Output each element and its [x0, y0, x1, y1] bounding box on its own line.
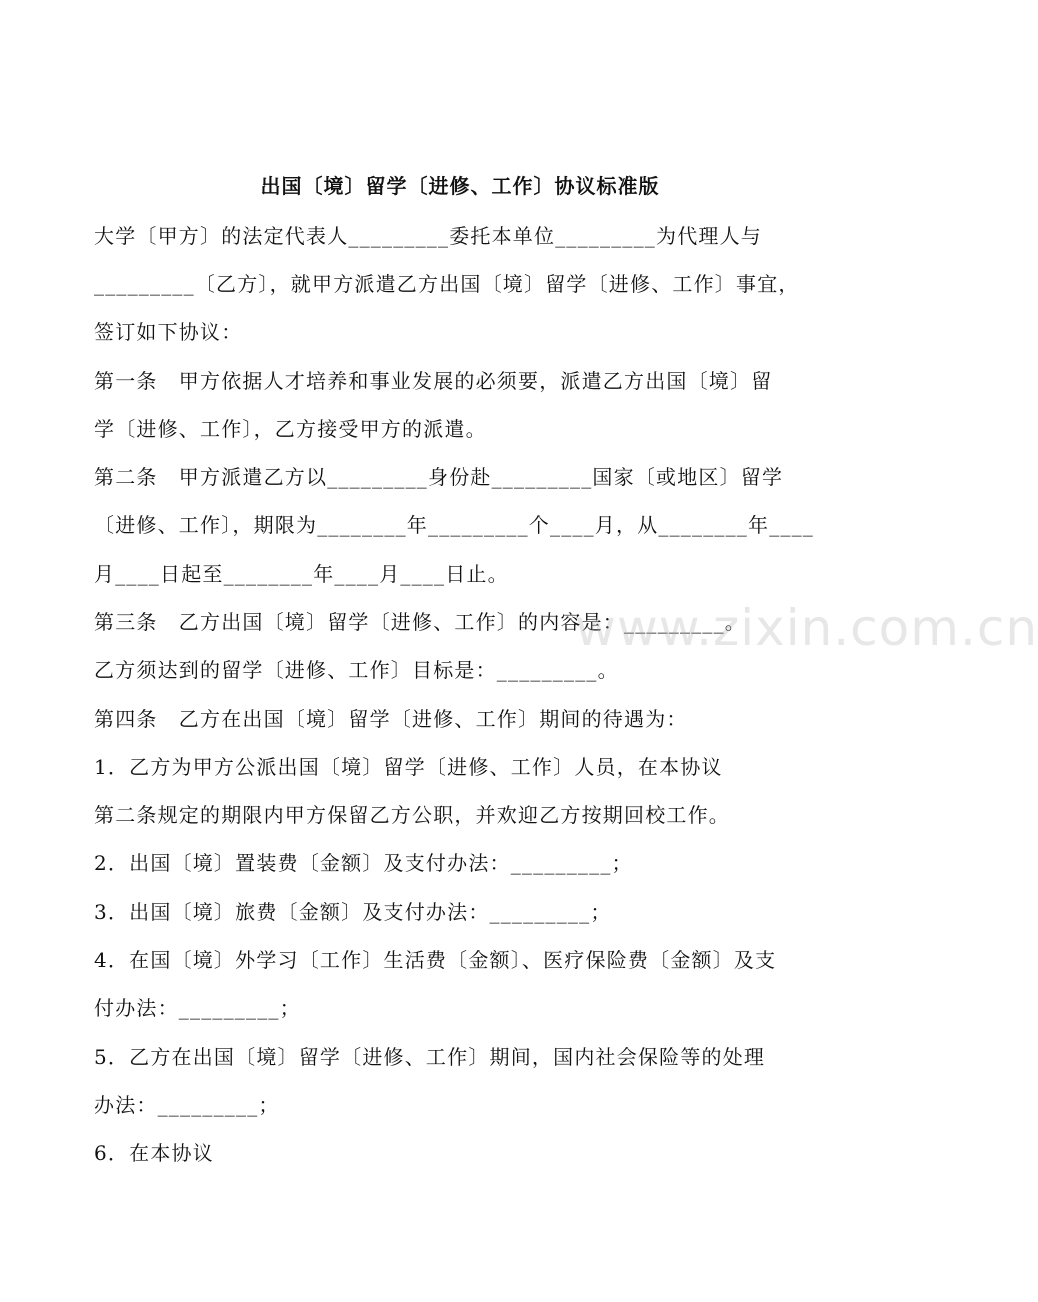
- text-line-11: 第四条 乙方在出国〔境〕留学〔进修、工作〕期间的待遇为：: [94, 707, 688, 731]
- text-line-9: 第三条 乙方出国〔境〕留学〔进修、工作〕的内容是：_________。: [94, 610, 746, 634]
- text-line-8: 月____日起至________年____月____日止。: [94, 562, 509, 586]
- text-line-18: 5．乙方在出国〔境〕留学〔进修、工作〕期间，国内社会保险等的处理: [94, 1045, 766, 1069]
- text-line-3: 签订如下协议：: [94, 320, 243, 344]
- text-line-12: 1．乙方为甲方公派出国〔境〕留学〔进修、工作〕人员，在本协议: [94, 755, 723, 779]
- text-line-6: 第二条 甲方派遣乙方以_________身份赴_________国家〔或地区〕留学: [94, 465, 784, 489]
- text-line-14: 2．出国〔境〕置装费〔金额〕及支付办法：_________；: [94, 851, 633, 875]
- text-line-20: 6．在本协议: [94, 1141, 214, 1165]
- document-title: 出国〔境〕留学〔进修、工作〕协议标准版: [260, 174, 660, 198]
- text-line-13: 第二条规定的期限内甲方保留乙方公职，并欢迎乙方按期回校工作。: [94, 803, 730, 827]
- text-line-7: 〔进修、工作〕，期限为________年_________个____月，从________年____: [94, 513, 814, 537]
- text-line-16: 4．在国〔境〕外学习〔工作〕生活费〔金额〕、医疗保险费〔金额〕及支: [94, 948, 777, 972]
- text-line-4: 第一条 甲方依据人才培养和事业发展的必须要，派遣乙方出国〔境〕留: [94, 369, 773, 393]
- text-line-19: 办法：_________；: [94, 1093, 280, 1117]
- text-line-5: 学〔进修、工作〕，乙方接受甲方的派遣。: [94, 417, 487, 441]
- text-line-10: 乙方须达到的留学〔进修、工作〕目标是：_________。: [94, 658, 619, 682]
- text-line-17: 付办法：_________；: [94, 996, 301, 1020]
- text-line-2: _________〔乙方〕，就甲方派遣乙方出国〔境〕留学〔进修、工作〕事宜，: [94, 272, 800, 296]
- watermark: www.zixin.com.cn: [575, 599, 1038, 657]
- text-line-15: 3．出国〔境〕旅费〔金额〕及支付办法：_________；: [94, 900, 612, 924]
- text-line-1: 大学〔甲方〕的法定代表人_________委托本单位_________为代理人与: [94, 224, 762, 248]
